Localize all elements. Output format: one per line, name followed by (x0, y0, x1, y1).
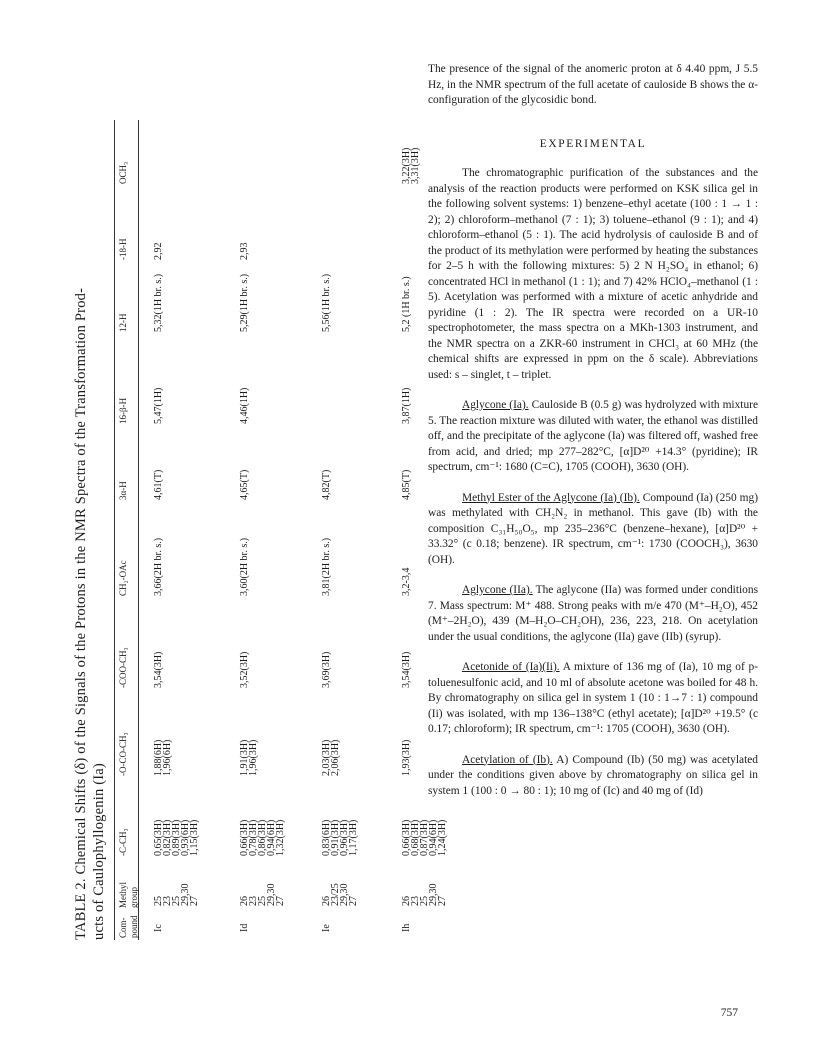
aglycone-iia-title: Aglycone (IIa). (462, 584, 533, 596)
table-cell-c-ch3: 0,96(3H) (339, 819, 350, 856)
table-cell-methyl-group: 23 (410, 896, 421, 906)
table-cell-compound: Ie (321, 924, 332, 932)
table-cell-methyl-group: 29,30 (428, 883, 439, 906)
table-cell-c-ch3: 0,65(3H) (153, 819, 164, 856)
table-cell-c-ch3: 0,82(3H) (162, 819, 173, 856)
methyl-ester-paragraph (428, 491, 758, 569)
table-cell-c-ch3: 0,83(6H) (321, 819, 332, 856)
header-3a-h: 3α-H (118, 481, 128, 500)
table-cell-o-co-ch3: 1,96(3H) (248, 739, 259, 776)
table-cell-h12: 5,32(1H br. s.) (153, 273, 164, 332)
aglycone-ia-title: Aglycone (Ia). (462, 399, 529, 411)
table-cell-h3a: 4,61(T) (153, 469, 164, 500)
header-och3: OCH₃ (118, 161, 128, 184)
aglycone-iia-body: The aglycone (IIa) was formed under conditions 7. Mass spectrum: M⁺ 488. Strong peaks with m/e 470 (M⁺–H₂O), 452 (M⁺–2H₂O), 439 (M–H₂O–CH₂OH), 236, 223, 218. On acetylation under the usual conditions, the aglycone (IIa) gave (IIb) (syrup). (428, 584, 758, 643)
header-ch2-oac: CH₂-OAc (118, 560, 128, 596)
table-cell-coo-ch3: 3,69(3H) (321, 651, 332, 688)
table-cell-methyl-group: 29,30 (339, 883, 350, 906)
article-text (428, 62, 758, 799)
table-cell-c-ch3: 1,24(3H) (437, 819, 448, 856)
table-cell-methyl-group: 23/25 (330, 883, 341, 906)
table-cell-methyl-group: 26 (321, 896, 332, 906)
table-cell-methyl-group: 29,30 (266, 883, 277, 906)
table-cell-c-ch3: 1,32(3H) (275, 819, 286, 856)
table-cell-h3a: 4,65(T) (239, 469, 250, 500)
aglycone-ia-body: Cauloside B (0.5 g) was hydrolyzed with mixture 5. The reaction mixture was diluted with water, the ethanol was distilled off, and the precipitate of the aglycone (Ia) was filtered off, washed free from acid, and dried; mp 277–282°C, [α]D²⁰ +14.3° (pyridine); IR spectrum, cm⁻¹: 1680 (C=C), 1705 (COOH), 3630 (OH). (428, 399, 759, 473)
table-cell-c-ch3: 0,66(3H) (401, 819, 412, 856)
table-cell-o-co-ch3: 1,96(6H) (162, 739, 173, 776)
header-c-ch3: -C-CH₃ (118, 828, 128, 856)
table-cell-ch2-oac: 3,66(2H br. s.) (153, 537, 164, 596)
table-cell-c-ch3: 0,94(6H) (266, 819, 277, 856)
table-cell-c-ch3: 0,93(6H) (180, 819, 191, 856)
header-16b-h: 16-β-H (118, 397, 128, 424)
table-cell-h18: 2,92 (153, 242, 164, 260)
table-cell-h3a: 4,82(T) (321, 469, 332, 500)
acetonide-paragraph (428, 660, 758, 738)
table-cell-c-ch3: 0,87(3H) (419, 819, 430, 856)
aglycone-iia-paragraph (428, 583, 758, 645)
table-cell-compound: Id (239, 923, 250, 932)
table-cell-ch2-oac: 3,81(2H br. s.) (321, 537, 332, 596)
acetylation-paragraph (428, 753, 758, 800)
table-cell-h12: 5,29(1H br. s.) (239, 273, 250, 332)
acetylation-body: A) Compound (Ib) (50 mg) was acetylated under the conditions given above by chromatography on silica gel in system 1 (100 : 0 → 80 : 1); 10 mg of (Ic) and 40 mg of (Id) (428, 753, 758, 797)
table-cell-coo-ch3: 3,54(3H) (401, 651, 412, 688)
table-caption-line-1: TABLE 2. Chemical Shifts (δ) of the Signals of the Protons in the NMR Spectra of the Transformation Prod- (73, 287, 89, 940)
table-cell-c-ch3: 0,91(3H) (330, 819, 341, 856)
table-cell-h16b: 3,87(1H) (401, 387, 412, 424)
table-cell-c-ch3: 0,89(3H) (171, 819, 182, 856)
table-cell-c-ch3: 0,66(3H) (239, 819, 250, 856)
header-12-h: 12-H (118, 313, 128, 332)
table-cell-c-ch3: 1,15(3H) (189, 819, 200, 856)
table-cell-h12: 5,56(1H br. s.) (321, 273, 332, 332)
table-cell-h16b: 5,47(1H) (153, 387, 164, 424)
header-coo-ch3: -COO-CH₃ (118, 647, 128, 688)
table-top-rule (114, 120, 115, 940)
table-cell-methyl-group: 27 (348, 896, 359, 906)
table-cell-methyl-group: 26 (401, 896, 412, 906)
table-cell-h16b: 4,46(1H) (239, 387, 250, 424)
table-cell-methyl-group: 23 (248, 896, 259, 906)
table-caption-line-2: ucts of Caulophyllogenin (Ia) (91, 763, 107, 940)
header-18-h: -18-H (118, 238, 128, 260)
methyl-ester-body: Compound (Ia) (250 mg) was methylated with CH₂N₂ in methanol. This gave (Ib) with the composition C₃₁H₅₀O₅, mp 235–236°C (benzene–hexane), [α]D²⁰ + 33.32° (c 0.18; benzene). IR spectrum, cm⁻¹: 1730 (COOCH₃), 3630 (OH). (428, 491, 759, 566)
table-cell-methyl-group: 23 (162, 896, 173, 906)
acetonide-title: Acetonide of (Ia)(Ii). (462, 661, 560, 673)
header-compound: Com- pound (118, 915, 139, 938)
table-cell-methyl-group: 29,30 (180, 883, 191, 906)
nmr-table (72, 120, 452, 940)
table-cell-c-ch3: 0,86(3H) (257, 819, 268, 856)
table-cell-methyl-group: 25 (419, 896, 430, 906)
table-cell-c-ch3: 0,68(3H) (410, 819, 421, 856)
table-cell-compound: Ic (153, 924, 164, 932)
table-cell-och3: 3,31(3H) (410, 147, 421, 184)
table-header-rule (138, 120, 139, 940)
table-cell-ch2-oac: 3,60(2H br. s.) (239, 537, 250, 596)
table-cell-c-ch3: 1,17(3H) (348, 819, 359, 856)
table-cell-methyl-group: 26 (239, 896, 250, 906)
acetylation-title: Acetylation of (Ib). (462, 753, 553, 766)
table-caption (72, 120, 108, 940)
table-cell-h3a: 4,85(T) (401, 469, 412, 500)
table-cell-ch2-oac: 3,2-3,4 (401, 567, 412, 596)
acetonide-body: A mixture of 136 mg of (Ia), 10 mg of p-toluenesulfonic acid, and 10 ml of absolute acetone was boiled for 48 h. By chromatography on silica gel in system 1 (10 : 1→7 : 1) compound (Ii) was isolated, with mp 136–138°C (ethyl acetate); [α]D²⁰ +19.5° (c 0.17; chloroform); IR spectrum, cm⁻¹: 1705 (COOH), 3630 (OH). (428, 661, 758, 735)
table-cell-h18: 2,93 (239, 242, 250, 260)
table-cell-methyl-group: 25 (171, 896, 182, 906)
table-cell-methyl-group: 27 (275, 896, 286, 906)
table-cell-c-ch3: 0,94(6H) (428, 819, 439, 856)
header-o-co-ch3: -O-CO-CH₃ (118, 732, 128, 776)
table-cell-compound: Ih (401, 923, 412, 932)
table-cell-o-co-ch3: 2,03(3H) (321, 739, 332, 776)
section-heading: EXPERIMENTAL (539, 137, 647, 150)
header-methyl-group: Methyl group (118, 882, 139, 908)
table-cell-methyl-group: 25 (153, 896, 164, 906)
table-cell-o-co-ch3: 1,93(3H) (401, 739, 412, 776)
table-cell-o-co-ch3: 1,91(3H) (239, 739, 250, 776)
table-cell-o-co-ch3: 1,88(6H) (153, 739, 164, 776)
table-cell-coo-ch3: 3,54(3H) (153, 651, 164, 688)
intro-paragraph: The presence of the signal of the anomeric proton at δ 4.40 ppm, J 5.5 Hz, in the NMR spectrum of the full acetate of cauloside B shows the α-configuration of the glycosidic bond. (428, 63, 758, 106)
page-number: 757 (720, 1007, 738, 1019)
methyl-ester-title: Methyl Ester of the Aglycone (Ia) (Ib). (462, 491, 640, 504)
table-cell-och3: 3,22(3H) (401, 147, 412, 184)
experimental-paragraph: The chromatographic purification of the substances and the analysis of the reaction products were performed on KSK silica gel in the following solvent systems: 1) benzene–ethyl acetate (100 : 1 → 1 : 2); 2) chloroform–methanol (7 : 1); 3) toluene–ethanol (9 : 1); and 4) chloroform–ethanol (5 : 1). The acid hydrolysis of cauloside B and of the product of its methylation were performed by heating the substances for 2–5 h with the following mixtures: 5) 2 N H₂SO₄ in ethanol; 6) concentrated HCl in methanol (1 : 1); and 7) 42% HClO₄–methanol (1 : 5). Acetylation was performed with a mixture of acetic anhydride and pyridine (1 : 2). The IR spectra were recorded on a UR-10 spectrophotometer, the mass spectra on a MKh-1303 instrument, and the NMR spectra on a ZKR-60 instrument in CHCl₃ at 60 MHz (the chemical shifts are expressed in ppm on the δ scale). Abbreviations used: s – singlet, t – triplet. (428, 167, 758, 381)
table-cell-methyl-group: 25 (257, 896, 268, 906)
table-cell-methyl-group: 27 (437, 896, 448, 906)
table-cell-o-co-ch3: 2,06(3H) (330, 739, 341, 776)
nmr-table-rotated (72, 120, 452, 940)
table-cell-coo-ch3: 3,52(3H) (239, 651, 250, 688)
aglycone-ia-paragraph (428, 398, 758, 476)
table-cell-methyl-group: 27 (189, 896, 200, 906)
table-cell-c-ch3: 0,78(3H) (248, 819, 259, 856)
table-cell-h12: 5,2 (1H br. s.) (401, 276, 412, 332)
